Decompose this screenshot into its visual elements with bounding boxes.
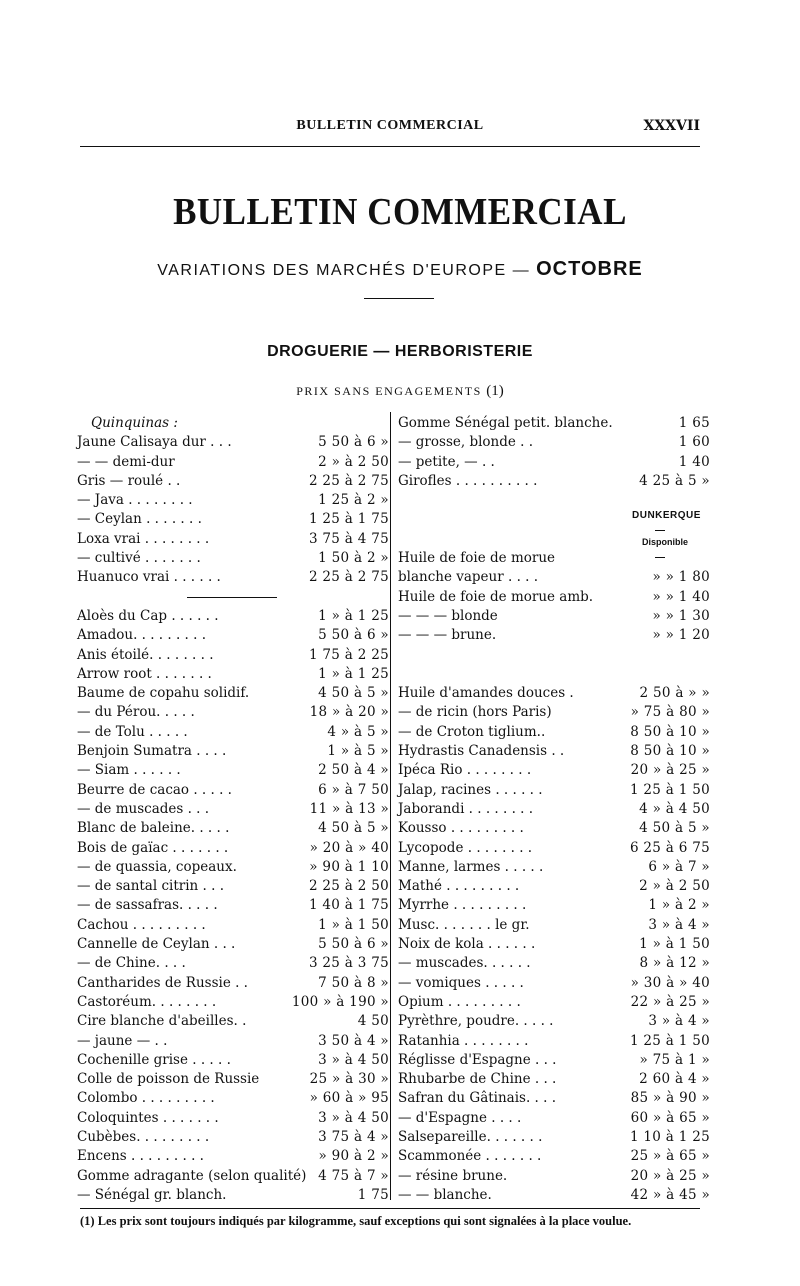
item-price: 5 50 à 6 » — [318, 434, 389, 451]
item-name: Amadou. . . . . . . . . — [77, 627, 207, 644]
item-price: 1 10 à 1 25 — [629, 1128, 710, 1145]
price-row — [77, 549, 389, 568]
item-price: » » 1 30 — [652, 607, 710, 624]
item-name: Cachou . . . . . . . . . — [77, 916, 206, 933]
item-price: » 90 à 2 » — [318, 1148, 389, 1165]
price-row — [77, 1167, 389, 1186]
item-price: 2 » à 2 50 — [318, 453, 389, 470]
price-row — [77, 607, 389, 626]
item-name: Colle de poisson de Russie — [77, 1071, 260, 1088]
item-price: » 60 à » 95 — [309, 1090, 389, 1107]
item-name: Benjoin Sumatra . . . . — [77, 743, 227, 760]
price-row — [77, 858, 389, 877]
item-price: » 30 à » 40 — [630, 974, 710, 991]
item-name: — de muscades . . . — [77, 800, 210, 817]
item-name: Scammonée . . . . . . . — [398, 1148, 542, 1165]
price-row — [77, 993, 389, 1012]
item-name: Lycopode . . . . . . . . — [398, 839, 533, 856]
item-name: — — blanche. — [398, 1186, 492, 1203]
price-row — [398, 1147, 710, 1166]
price-row — [398, 800, 710, 819]
item-name: Encens . . . . . . . . . — [77, 1148, 204, 1165]
item-price: 1 25 à 1 50 — [629, 1032, 710, 1049]
item-price: 1 » à 1 50 — [318, 916, 389, 933]
blank-row — [398, 646, 710, 665]
price-row — [77, 703, 389, 722]
running-head-title: BULLETIN COMMERCIAL — [296, 118, 484, 133]
section-heading: DROGUERIE — HERBORISTERIE — [267, 343, 533, 360]
price-row — [398, 607, 710, 626]
price-row — [77, 781, 389, 800]
price-row — [77, 974, 389, 993]
item-price: 7 50 à 8 » — [318, 974, 389, 991]
item-name: Musc. . . . . . . le gr. — [398, 916, 530, 933]
item-price: 1 40 à 1 75 — [308, 897, 389, 914]
item-name: — de santal citrin . . . — [77, 878, 224, 895]
item-price: » 75 à 1 » — [639, 1051, 710, 1068]
item-name: Jaune Calisaya dur . . . — [77, 434, 232, 451]
item-name: Quinquinas : — [91, 415, 178, 431]
item-price: 8 » à 12 » — [639, 955, 710, 972]
item-price: 1 75 — [357, 1186, 389, 1203]
item-name: Girofles . . . . . . . . . . — [398, 472, 538, 489]
item-name: — de Croton tiglium.. — [398, 723, 546, 740]
item-price: 3 50 à 4 » — [318, 1032, 389, 1049]
item-name: — Java . . . . . . . . — [77, 492, 193, 509]
item-name: Colombo . . . . . . . . . — [77, 1090, 215, 1107]
item-price: » » 1 40 — [652, 588, 710, 605]
item-name: Pyrèthre, poudre. . . . . — [398, 1013, 554, 1030]
price-row — [77, 1032, 389, 1051]
item-name: Hydrastis Canadensis . . — [398, 743, 565, 760]
item-name: Mathé . . . . . . . . . — [398, 878, 520, 895]
item-price: 5 50 à 6 » — [318, 936, 389, 953]
item-price: 1 25 à 1 75 — [308, 511, 389, 528]
item-price: 25 » à 30 » — [309, 1071, 389, 1088]
price-row — [398, 433, 710, 452]
price-row — [77, 1012, 389, 1031]
item-name: — de sassafras. . . . . — [77, 897, 218, 914]
dunkerque-label: DUNKERQUE — [632, 510, 701, 521]
item-name: Huile d'amandes douces . — [398, 685, 574, 702]
price-row — [77, 472, 389, 491]
price-row — [398, 1186, 710, 1205]
price-row — [77, 800, 389, 819]
item-name: — muscades. . . . . . — [398, 955, 531, 972]
item-name: — résine brune. — [398, 1167, 508, 1184]
price-row — [398, 626, 710, 645]
subtitle-month: OCTOBRE — [536, 258, 643, 280]
item-price: 3 » à 4 50 — [318, 1051, 389, 1068]
item-name: — d'Espagne . . . . — [398, 1109, 522, 1126]
item-price: 42 » à 45 » — [630, 1186, 710, 1203]
item-name: — jaune — . . — [77, 1032, 168, 1049]
price-row — [77, 665, 389, 684]
item-price: 1 » à 1 25 — [318, 665, 389, 682]
item-price: 4 50 à 5 » — [318, 685, 389, 702]
price-row — [398, 1089, 710, 1108]
item-price: 3 75 à 4 » — [318, 1128, 389, 1145]
item-price: 20 » à 25 » — [630, 1167, 710, 1184]
item-name: — du Pérou. . . . . — [77, 704, 195, 721]
item-price: 3 » à 4 » — [648, 1013, 710, 1030]
item-name: — petite, — . . — [398, 453, 495, 470]
price-row — [77, 1186, 389, 1205]
item-name: Opium . . . . . . . . . — [398, 993, 521, 1010]
item-price: 8 50 à 10 » — [630, 723, 710, 740]
price-row — [77, 1089, 389, 1108]
item-name: Huile de foie de morue — [398, 550, 556, 567]
item-price: 2 » à 2 50 — [639, 878, 710, 895]
price-row — [77, 954, 389, 973]
item-price: 100 » à 190 » — [291, 993, 389, 1010]
left-column — [77, 414, 389, 1205]
item-name: Bois de gaïac . . . . . . . — [77, 839, 229, 856]
subtitle-text: VARIATIONS DES MARCHÉS D'EUROPE — — [157, 262, 531, 279]
price-row — [398, 896, 710, 915]
item-name: — de Chine. . . . — [77, 955, 186, 972]
item-name: Gris — roulé . . — [77, 472, 181, 489]
item-price: 6 25 à 6 75 — [629, 839, 710, 856]
price-row — [77, 839, 389, 858]
item-name: Ipéca Rio . . . . . . . . — [398, 762, 532, 779]
item-name: — grosse, blonde . . — [398, 434, 534, 451]
item-name: Myrrhe . . . . . . . . . — [398, 897, 527, 914]
item-name: — Ceylan . . . . . . . — [77, 511, 202, 528]
item-price: » 75 à 80 » — [630, 704, 710, 721]
price-row — [398, 916, 710, 935]
price-row — [398, 761, 710, 780]
item-name: Huile de foie de morue amb. — [398, 588, 594, 605]
item-name: Anis étoilé. . . . . . . . — [77, 646, 214, 663]
prix-note: (1) — [486, 383, 504, 399]
price-row — [77, 453, 389, 472]
item-name: Beurre de cacao . . . . . — [77, 781, 232, 798]
price-row — [398, 1051, 710, 1070]
running-head — [80, 118, 700, 140]
item-price: 4 50 à 5 » — [639, 820, 710, 837]
price-row — [77, 723, 389, 742]
price-row — [77, 916, 389, 935]
item-name: — Sénégal gr. blanch. — [77, 1186, 227, 1203]
price-row — [398, 684, 710, 703]
price-row — [398, 839, 710, 858]
item-name: — — — brune. — [398, 627, 497, 644]
item-name: Safran du Gâtinais. . . . — [398, 1090, 557, 1107]
price-row — [77, 877, 389, 896]
price-row — [398, 703, 710, 722]
item-name: Gomme adragante (selon qualité) — [77, 1167, 307, 1184]
price-row — [77, 433, 389, 452]
price-row — [398, 781, 710, 800]
item-price: 25 » à 65 » — [630, 1148, 710, 1165]
price-row — [398, 588, 710, 607]
price-row — [77, 935, 389, 954]
item-name: Salsepareille. . . . . . . — [398, 1128, 543, 1145]
right-column — [398, 414, 710, 1205]
item-price: » » 1 20 — [652, 627, 710, 644]
item-name: Huanuco vrai . . . . . . — [77, 569, 221, 586]
item-name: Réglisse d'Espagne . . . — [398, 1051, 557, 1068]
price-row — [398, 414, 710, 433]
footnote: (1) Les prix sont toujours indiqués par kilogramme, sauf exceptions qui sont signalées à la place voulue. — [80, 1214, 632, 1228]
price-row — [77, 646, 389, 665]
price-row — [77, 896, 389, 915]
item-price: 6 » à 7 » — [648, 858, 710, 875]
item-name: Gomme Sénégal petit. blanche. — [398, 415, 613, 431]
price-row — [398, 858, 710, 877]
page-number: XXXVII — [643, 118, 700, 134]
item-price: 1 75 à 2 25 — [308, 646, 389, 663]
item-price: 3 75 à 4 75 — [308, 530, 389, 547]
price-row — [398, 1167, 710, 1186]
item-name: Rhubarbe de Chine . . . — [398, 1071, 557, 1088]
price-row — [398, 742, 710, 761]
price-row — [77, 742, 389, 761]
page-title: BULLETIN COMMERCIAL — [173, 190, 627, 233]
prix-heading — [0, 383, 800, 400]
item-name: Cire blanche d'abeilles. . — [77, 1013, 247, 1030]
item-price: 20 » à 25 » — [630, 762, 710, 779]
item-price: 1 25 à 2 » — [318, 492, 389, 509]
price-row — [77, 510, 389, 529]
item-name: — — — blonde — [398, 607, 498, 624]
item-name: — vomiques . . . . . — [398, 974, 524, 991]
item-price: » 90 à 1 10 — [309, 858, 389, 875]
item-name: Coloquintes . . . . . . . — [77, 1109, 219, 1126]
item-price: 1 » à 5 » — [327, 743, 389, 760]
price-row — [398, 935, 710, 954]
item-name: Blanc de baleine. . . . . — [77, 820, 230, 837]
dunkerque-sub: Disponible — [642, 537, 689, 547]
price-row — [77, 530, 389, 549]
price-row — [398, 1070, 710, 1089]
item-name: Castoréum. . . . . . . . — [77, 993, 217, 1010]
price-row — [398, 1032, 710, 1051]
dunkerque-dash — [655, 530, 665, 531]
item-name: blanche vapeur . . . . — [398, 569, 539, 586]
item-price: 4 » à 4 50 — [639, 800, 710, 817]
price-row — [398, 954, 710, 973]
price-row — [398, 819, 710, 838]
price-row — [398, 993, 710, 1012]
footnote-rule — [80, 1208, 700, 1209]
item-price: 3 25 à 3 75 — [308, 955, 389, 972]
header-rule — [80, 146, 700, 147]
item-price: » » 1 80 — [652, 569, 710, 586]
price-row — [77, 626, 389, 645]
price-row — [77, 684, 389, 703]
item-price: 18 » à 20 » — [309, 704, 389, 721]
item-price: 6 » à 7 50 — [318, 781, 389, 798]
separator-rule — [77, 588, 389, 607]
price-row — [398, 1109, 710, 1128]
item-price: 1 60 — [678, 434, 710, 451]
item-price: 4 50 — [357, 1013, 389, 1030]
column-divider — [390, 412, 391, 1200]
item-price: 4 75 à 7 » — [318, 1167, 389, 1184]
item-name: — Siam . . . . . . — [77, 762, 181, 779]
item-name: Kousso . . . . . . . . . — [398, 820, 524, 837]
dunkerque-dash-2 — [655, 557, 665, 558]
blank-row — [398, 491, 710, 510]
price-row — [77, 1051, 389, 1070]
item-price: » 20 à » 40 — [309, 839, 389, 856]
item-name: Cochenille grise . . . . . — [77, 1051, 231, 1068]
price-row — [398, 1128, 710, 1147]
price-row — [398, 472, 710, 491]
price-row — [77, 761, 389, 780]
item-price: 2 25 à 2 75 — [308, 472, 389, 489]
price-row — [398, 568, 710, 587]
item-name: Cubèbes. . . . . . . . . — [77, 1128, 210, 1145]
item-price: 1 25 à 1 50 — [629, 781, 710, 798]
item-price: 1 50 à 2 » — [318, 550, 389, 567]
item-price: 60 » à 65 » — [630, 1109, 710, 1126]
item-price: 1 » à 2 » — [648, 897, 710, 914]
price-row — [77, 819, 389, 838]
item-price: 2 50 à » » — [639, 685, 710, 702]
item-name: Noix de kola . . . . . . — [398, 936, 536, 953]
item-name: Aloès du Cap . . . . . . — [77, 607, 219, 624]
price-row — [398, 877, 710, 896]
item-name: — cultivé . . . . . . . — [77, 550, 201, 567]
item-name: — — demi-dur — [77, 453, 175, 470]
price-row — [77, 568, 389, 587]
item-price: 3 » à 4 50 — [318, 1109, 389, 1126]
item-price: 22 » à 25 » — [630, 993, 710, 1010]
item-name: Baume de copahu solidif. — [77, 685, 250, 702]
item-price: 2 50 à 4 » — [318, 762, 389, 779]
item-name: Cantharides de Russie . . — [77, 974, 248, 991]
item-price: 1 » à 1 50 — [639, 936, 710, 953]
item-name: — de Tolu . . . . . — [77, 723, 188, 740]
price-row — [77, 414, 389, 433]
item-name: — de quassia, copeaux. — [77, 858, 237, 875]
item-price: 4 50 à 5 » — [318, 820, 389, 837]
item-price: 4 » à 5 » — [327, 723, 389, 740]
price-row — [398, 974, 710, 993]
price-row — [398, 549, 710, 568]
subtitle — [0, 258, 800, 281]
separator-line — [187, 597, 277, 598]
item-name: Loxa vrai . . . . . . . . — [77, 530, 210, 547]
item-name: Jaborandi . . . . . . . . — [398, 800, 534, 817]
item-name: Ratanhia . . . . . . . . — [398, 1032, 529, 1049]
item-name: — de ricin (hors Paris) — [398, 704, 552, 721]
item-name: Cannelle de Ceylan . . . — [77, 936, 236, 953]
item-price: 1 65 — [678, 415, 710, 431]
item-price: 2 25 à 2 75 — [308, 569, 389, 586]
item-price: 85 » à 90 » — [630, 1090, 710, 1107]
item-price: 5 50 à 6 » — [318, 627, 389, 644]
item-name: Manne, larmes . . . . . — [398, 858, 544, 875]
blank-row — [398, 665, 710, 684]
price-row — [398, 1012, 710, 1031]
item-price: 1 40 — [678, 453, 710, 470]
item-price: 1 » à 1 25 — [318, 607, 389, 624]
price-row — [77, 1128, 389, 1147]
price-row — [77, 491, 389, 510]
title-rule — [364, 298, 434, 299]
item-name: Arrow root . . . . . . . — [77, 665, 212, 682]
item-price: 3 » à 4 » — [648, 916, 710, 933]
item-price: 2 25 à 2 50 — [308, 878, 389, 895]
prix-text: PRIX SANS ENGAGEMENTS — [296, 384, 482, 398]
item-price: 2 60 à 4 » — [639, 1071, 710, 1088]
item-name: Jalap, racines . . . . . . — [398, 781, 543, 798]
price-row — [77, 1147, 389, 1166]
price-row — [77, 1070, 389, 1089]
price-row — [77, 1109, 389, 1128]
price-row — [398, 723, 710, 742]
item-price: 11 » à 13 » — [309, 800, 389, 817]
item-price: 4 25 à 5 » — [639, 472, 710, 489]
item-price: 8 50 à 10 » — [630, 743, 710, 760]
price-row — [398, 453, 710, 472]
